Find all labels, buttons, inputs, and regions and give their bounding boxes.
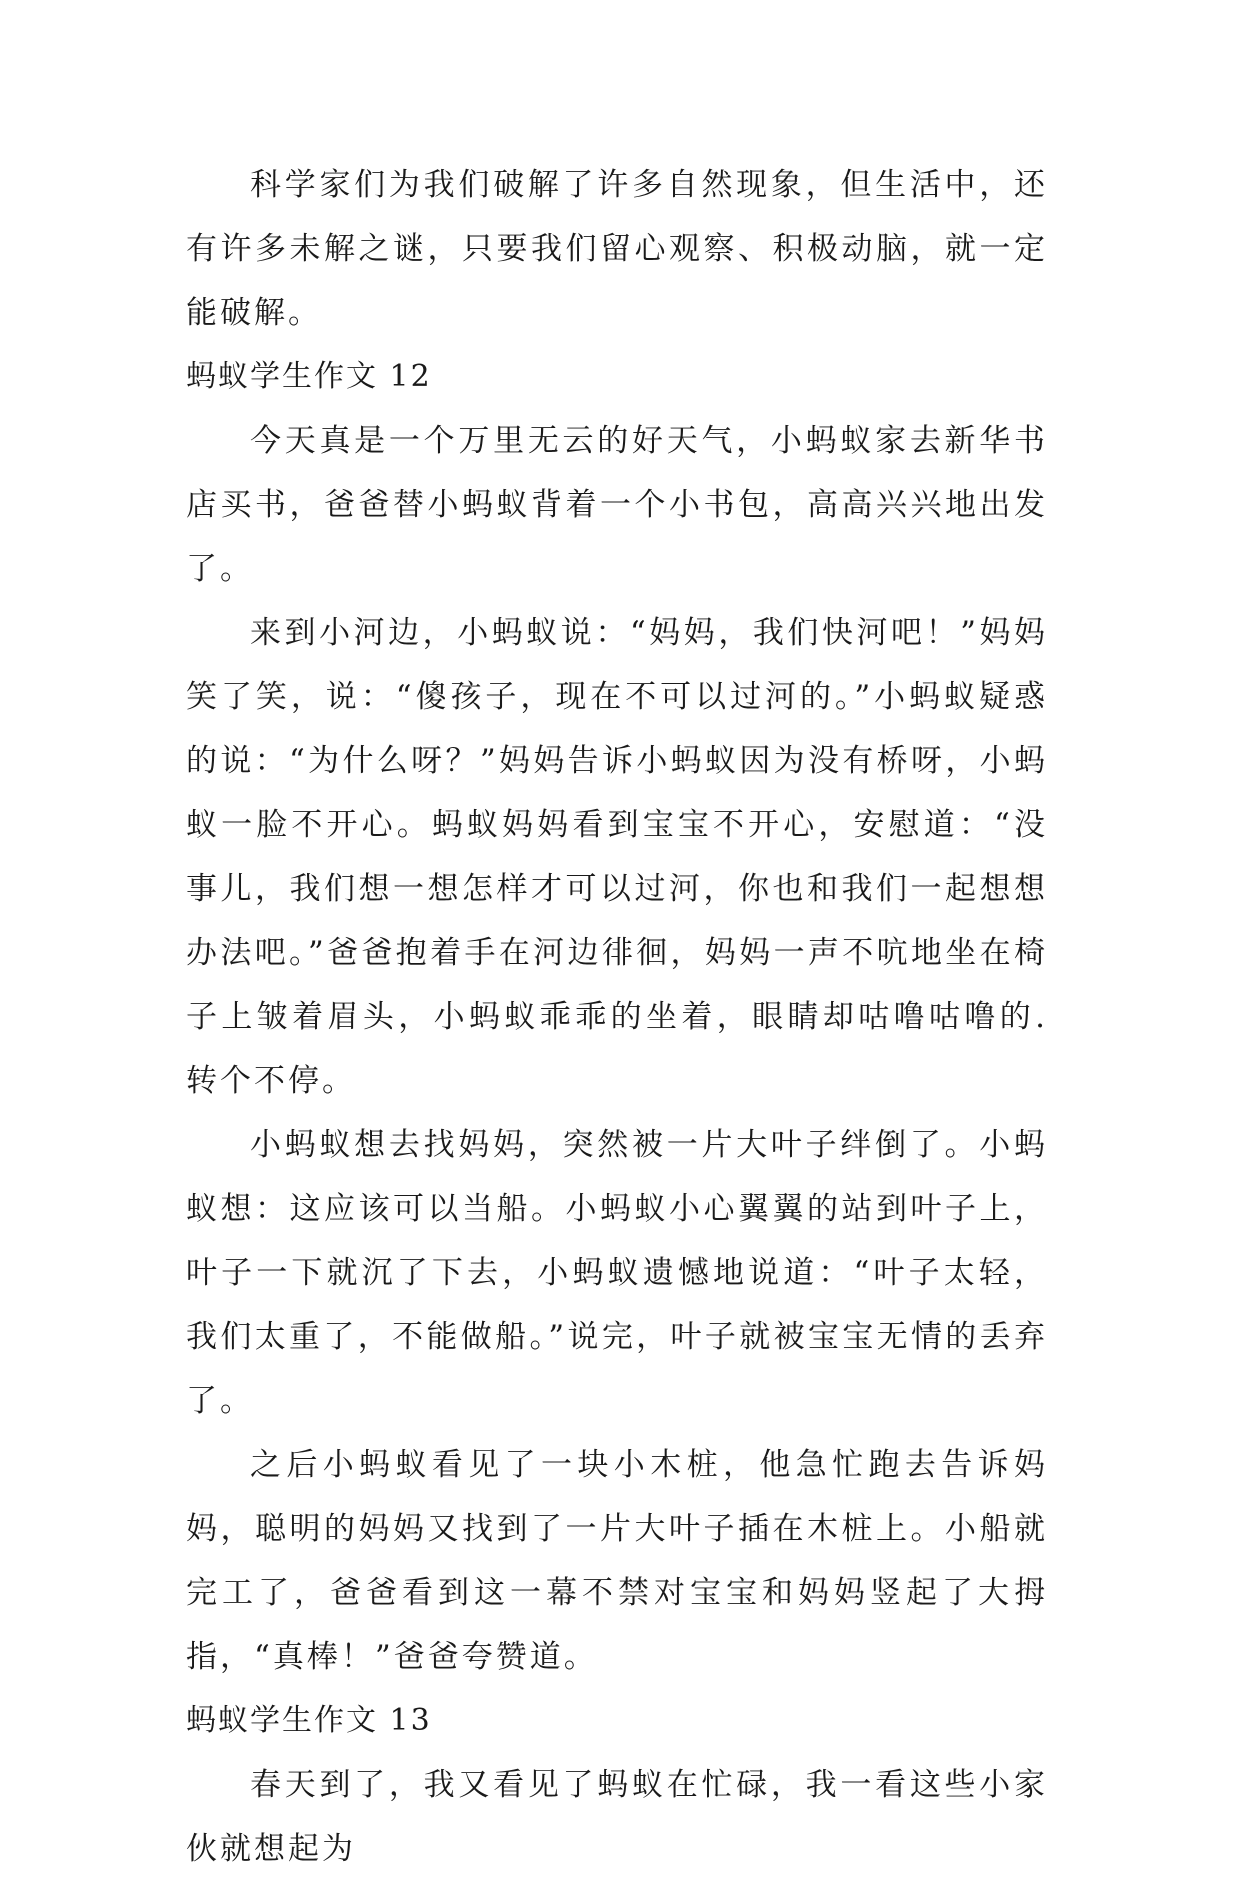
paragraph: 今天真是一个万里无云的好天气，小蚂蚁家去新华书店买书，爸爸替小蚂蚁背着一个小书包，高高兴兴地出发了。 [186,423,1048,587]
paragraph: 之后小蚂蚁看见了一块小木桩，他急忙跑去告诉妈妈，聪明的妈妈又找到了一片大叶子插在木桩上。小船就完工了，爸爸看到这一幕不禁对宝宝和妈妈竖起了大拇指，“真棒！”爸爸夸赞道。 [186,1447,1048,1675]
paragraph: 春天到了，我又看见了蚂蚁在忙碌，我一看这些小家伙就想起为 [186,1767,1048,1867]
paragraph: 小蚂蚁想去找妈妈，突然被一片大叶子绊倒了。小蚂蚁想：这应该可以当船。小蚂蚁小心翼翼的站到叶子上，叶子一下就沉了下去，小蚂蚁遗憾地说道：“叶子太轻，我们太重了，不能做船。”说完，叶子就被宝宝无情的丢弃了。 [186,1127,1048,1419]
section-heading: 蚂蚁学生作文 12 [186,359,432,394]
paragraph: 科学家们为我们破解了许多自然现象，但生活中，还有许多未解之谜，只要我们留心观察、积极动脑，就一定能破解。 [186,167,1048,331]
paragraph: 来到小河边，小蚂蚁说：“妈妈，我们快河吧！”妈妈笑了笑，说：“傻孩子，现在不可以过河的。”小蚂蚁疑惑的说：“为什么呀？”妈妈告诉小蚂蚁因为没有桥呀，小蚂蚁一脸不开心。蚂蚁妈妈看到宝宝不开心，安慰道：“没事儿，我们想一想怎样才可以过河，你也和我们一起想想办法吧。”爸爸抱着手在河边徘徊，妈妈一声不吭地坐在椅子上皱着眉头，小蚂蚁乖乖的坐着，眼睛却咕噜咕噜的.转个不停。 [186,615,1048,1099]
section-heading: 蚂蚁学生作文 13 [186,1703,432,1738]
document-body [186,153,1048,1881]
